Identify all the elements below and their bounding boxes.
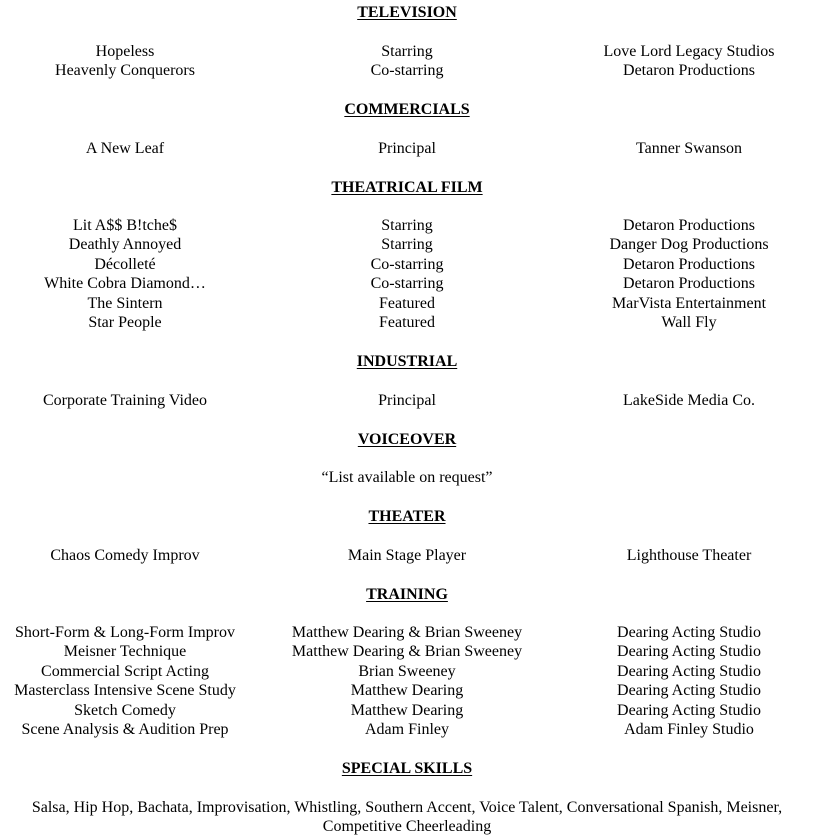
credit-row: [0, 313, 814, 332]
credit-company: Love Lord Legacy Studios: [603, 43, 775, 60]
section-title-theatrical-film: THEATRICAL FILM: [331, 179, 483, 196]
credit-company: Lighthouse Theater: [626, 547, 752, 564]
credit-row: [0, 216, 814, 235]
voiceover-note: “List available on request”: [321, 469, 493, 486]
section-title-theater: THEATER: [368, 508, 446, 525]
credit-company: Detaron Productions: [623, 255, 755, 273]
credit-company: Detaron Productions: [623, 275, 755, 293]
training-course: Short-Form & Long-Form Improv: [15, 624, 235, 641]
training-course: Commercial Script Acting: [41, 662, 209, 680]
credit-company: Detaron Productions: [623, 62, 755, 80]
special-skills-text: [0, 798, 814, 837]
credit-company: Detaron Productions: [623, 217, 755, 234]
training-row: [0, 701, 814, 720]
credit-title: Heavenly Conquerors: [55, 62, 195, 80]
credit-company: LakeSide Media Co.: [623, 392, 755, 409]
training-row: [0, 662, 814, 681]
credit-row: [0, 42, 814, 61]
training-row: [0, 720, 814, 739]
training-instructor: Adam Finley: [365, 720, 449, 738]
training-studio: Dearing Acting Studio: [617, 643, 761, 661]
theatrical-film-rows: [0, 216, 814, 332]
training-studio: Dearing Acting Studio: [617, 662, 761, 680]
training-row: [0, 681, 814, 700]
credit-row: [0, 235, 814, 254]
industrial-rows: [0, 391, 814, 410]
credit-role: Main Stage Player: [347, 547, 467, 564]
credit-role: Starring: [381, 217, 433, 234]
training-course: Scene Analysis & Audition Prep: [21, 720, 229, 738]
section-title-special-skills: SPECIAL SKILLS: [341, 760, 473, 777]
credit-title: Deathly Annoyed: [68, 236, 182, 254]
training-instructor: Matthew Dearing: [350, 682, 464, 700]
training-studio: Dearing Acting Studio: [617, 701, 761, 719]
credit-role: Principal: [378, 140, 436, 157]
training-row: [0, 642, 814, 661]
credit-row: [0, 139, 814, 158]
credit-company: MarVista Entertainment: [611, 294, 767, 312]
training-course: Meisner Technique: [63, 643, 187, 661]
credit-row: [0, 546, 814, 565]
theater-rows: [0, 546, 814, 565]
training-instructor: Brian Sweeney: [358, 662, 456, 680]
credit-title: White Cobra Diamond…: [44, 275, 206, 293]
training-row: [0, 623, 814, 642]
credit-role: Principal: [378, 392, 436, 409]
training-instructor: Matthew Dearing & Brian Sweeney: [291, 643, 523, 661]
credit-title: Chaos Comedy Improv: [50, 547, 200, 564]
section-title-industrial: INDUSTRIAL: [356, 353, 458, 370]
credit-role: Starring: [381, 43, 433, 60]
training-studio: Adam Finley Studio: [624, 720, 754, 738]
section-title-television: TELEVISION: [357, 4, 457, 21]
television-rows: [0, 42, 814, 81]
special-skills-line: Competitive Cheerleading: [322, 818, 492, 836]
training-course: Sketch Comedy: [74, 701, 176, 719]
credit-row: [0, 255, 814, 274]
credit-title: Lit A$$ B!tche$: [73, 217, 177, 234]
credit-role: Starring: [381, 236, 433, 254]
training-studio: Dearing Acting Studio: [617, 624, 761, 641]
credit-title: The Sintern: [87, 294, 163, 312]
credit-company: Wall Fly: [661, 313, 717, 331]
training-rows: [0, 623, 814, 739]
credit-company: Tanner Swanson: [636, 140, 742, 157]
credit-title: A New Leaf: [85, 140, 165, 157]
credit-role: Featured: [379, 313, 435, 331]
credit-role: Co-starring: [370, 255, 444, 273]
credit-title: Décolleté: [94, 255, 156, 273]
credit-role: Featured: [379, 294, 435, 312]
credit-row: [0, 274, 814, 293]
credit-title: Star People: [88, 313, 162, 331]
credit-role: Co-starring: [370, 275, 444, 293]
training-course: Masterclass Intensive Scene Study: [14, 682, 236, 700]
special-skills-line: Salsa, Hip Hop, Bachata, Improvisation, Whistling, Southern Accent, Voice Talent, Conversational Spanish, Meisner,: [31, 799, 783, 816]
credit-row: [0, 61, 814, 80]
credit-role: Co-starring: [370, 62, 444, 80]
training-instructor: Matthew Dearing & Brian Sweeney: [291, 624, 523, 641]
training-instructor: Matthew Dearing: [350, 701, 464, 719]
credit-company: Danger Dog Productions: [609, 236, 769, 254]
credit-row: [0, 294, 814, 313]
training-studio: Dearing Acting Studio: [617, 682, 761, 700]
section-title-commercials: COMMERCIALS: [344, 101, 470, 118]
credit-title: Hopeless: [95, 43, 155, 60]
credit-title: Corporate Training Video: [42, 392, 208, 409]
commercials-rows: [0, 139, 814, 158]
section-title-voiceover: VOICEOVER: [357, 431, 457, 448]
section-title-training: TRAINING: [366, 586, 448, 603]
credit-row: [0, 391, 814, 410]
